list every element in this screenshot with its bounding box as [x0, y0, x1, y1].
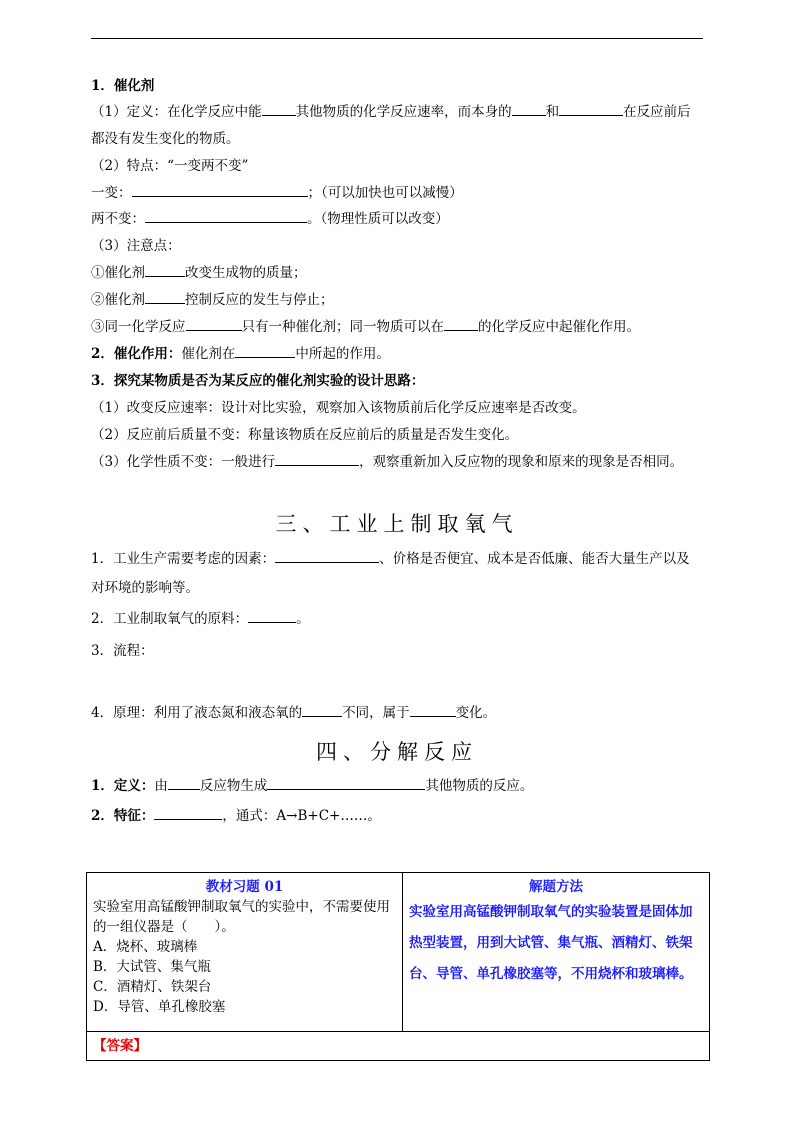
blank [235, 344, 295, 358]
industry-process: 3．流程： [91, 643, 154, 659]
blank [267, 776, 425, 790]
blank [275, 549, 379, 563]
catalyst-two-unchanged: 两不变： 。（物理性质可以改变） [91, 211, 449, 227]
catalytic-action: 2．催化作用：催化剂在 中所起的作用。 [91, 346, 390, 362]
blank [248, 609, 296, 623]
blank [132, 183, 308, 197]
exercise-option-d: D．导管、单孔橡胶塞 [93, 999, 226, 1015]
catalyst-definition: （1）定义：在化学反应中能 其他物质的化学反应速率，而本身的 和 在反应前后 [91, 104, 691, 120]
blank [145, 263, 185, 277]
industry-factors-cont: 对环境的影响等。 [91, 580, 199, 596]
exercise-question: 实验室用高锰酸钾制取氧气的实验中，不需要使用的一组仪器是（ ）。 [93, 899, 390, 935]
answer-cell [87, 1032, 710, 1061]
section-heading-decomposition: 四、分解反应 [316, 740, 478, 764]
industry-raw-material: 2．工业制取氧气的原料： 。 [91, 611, 310, 627]
catalyst-note-2: ②催化剂 控制反应的发生与停止； [91, 292, 334, 308]
blank [275, 452, 359, 466]
blank [410, 703, 456, 717]
blank [168, 776, 200, 790]
exercise-option-c: C．酒精灯、铁架台 [93, 979, 212, 995]
catalyst-definition-cont: 都没有发生变化的物质。 [91, 131, 240, 147]
experiment-title: 3．探究某物质是否为某反应的催化剂实验的设计思路： [91, 373, 425, 389]
blank [512, 102, 546, 116]
method-text: 实验室用高锰酸钾制取氧气的实验装置是固体加热型装置，用到大试管、集气瓶、酒精灯、铁架台、导管、单孔橡胶塞等，不用烧杯和玻璃棒。 [409, 904, 693, 982]
catalyst-title: 1．催化剂 [91, 78, 155, 94]
experiment-item-1: （1）改变反应速率：设计对比实验，观察加入该物质前后化学反应速率是否改变。 [91, 400, 586, 416]
exercise-title: 教材习题 01 [205, 879, 284, 895]
decomposition-feature: 2．特征： ，通式：A→B+C+……。 [91, 808, 381, 824]
catalyst-notes: （3）注意点： [91, 238, 181, 254]
experiment-item-3: （3）化学性质不变：一般进行 ，观察重新加入反应物的现象和原来的现象是否相同。 [91, 454, 684, 470]
industry-principle: 4．原理：利用了液态氮和液态氧的 不同，属于 变化。 [91, 705, 497, 721]
decomposition-definition: 1．定义：由 反应物生成 其他物质的反应。 [91, 778, 534, 794]
exercise-option-a: A．烧杯、玻璃棒 [93, 939, 198, 955]
catalyst-feature: （2）特点：“一变两不变” [91, 158, 249, 174]
catalyst-one-change: 一变： ；（可以加快也可以减慢） [91, 185, 463, 201]
blank [186, 317, 242, 331]
catalyst-note-3: ③同一化学反应 只有一种催化剂；同一物质可以在 的化学反应中起催化作用。 [91, 319, 640, 335]
experiment-item-2: （2）反应前后质量不变：称量该物质在反应前后的质量是否发生变化。 [91, 427, 519, 443]
exercise-question-cell [87, 873, 403, 1032]
blank [559, 102, 623, 116]
catalyst-note-1: ①催化剂 改变生成物的质量； [91, 265, 307, 281]
exercise-method-cell [403, 873, 710, 1032]
blank [262, 102, 296, 116]
answer-label: 【答案】 [93, 1038, 147, 1054]
industry-factors: 1．工业生产需要考虑的因素： 、价格是否便宜、成本是否低廉、能否大量生产以及 [91, 551, 690, 567]
blank [145, 209, 307, 223]
blank [145, 290, 185, 304]
header-rule [91, 38, 703, 39]
blank [302, 703, 342, 717]
exercise-option-b: B．大试管、集气瓶 [93, 959, 211, 975]
section-heading-industry: 三、工业上制取氧气 [275, 512, 519, 536]
method-title: 解题方法 [529, 879, 583, 895]
blank [154, 806, 222, 820]
blank [444, 317, 478, 331]
exercise-table [86, 872, 710, 1061]
